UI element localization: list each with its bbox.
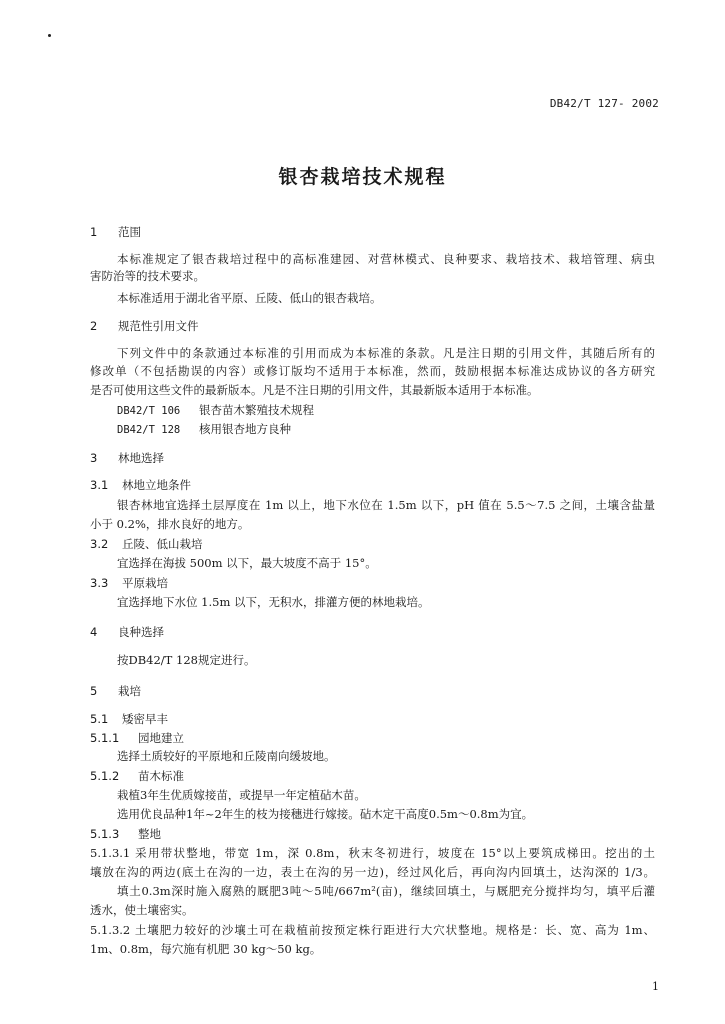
section-4-heading: 4 良种选择	[90, 625, 164, 639]
s1-para2: 本标准适用于湖北省平原、丘陵、低山的银杏栽培。	[117, 291, 382, 305]
section-2-heading: 2 规范性引用文件	[90, 319, 199, 333]
s5-1-2-line2: 选用优良品种1年~2年生的枝为接穗进行嫁接。砧木定干高度0.5m～0.8m为宜。	[117, 807, 534, 821]
s3-3-line1: 宜选择地下水位 1.5m 以下，无积水，排灌方便的林地栽培。	[117, 595, 430, 609]
section-3-2-heading: 3.2 丘陵、低山栽培	[90, 537, 203, 551]
section-3-heading: 3 林地选择	[90, 451, 164, 465]
document-title: 银杏栽培技术规程	[278, 166, 447, 188]
section-1-heading: 1 范围	[90, 225, 141, 239]
section-3-3-heading: 3.3 平原栽培	[90, 576, 168, 590]
s1-para1-line2: 害防治等的技术要求。	[90, 269, 205, 283]
section-5-1-3-heading: 5.1.3 整地	[90, 827, 161, 841]
s5-1-2-line1: 栽植3年生优质嫁接苗，或提早一年定植砧木苗。	[117, 788, 366, 802]
section-5-heading: 5 栽培	[90, 684, 141, 698]
s5-1-3-1-line1: 5.1.3.1 采用带状整地，带宽 1m，深 0.8m，秋末冬初进行，坡度在 15°以上要筑成梯田。挖出的土	[90, 846, 655, 860]
s2-para-line1: 下列文件中的条款通过本标准的引用而成为本标准的条款。凡是注日期的引用文件，其随后所有的	[117, 346, 655, 360]
s3-2-line1: 宜选择在海拔 500m 以下，最大坡度不高于 15°。	[117, 556, 377, 570]
s2-para-line3: 是否可使用这些文件的最新版本。凡是不注日期的引用文件，其最新版本适用于本标准。	[90, 383, 539, 397]
s5-1-3-1-line4: 透水，使土壤密实。	[90, 903, 194, 917]
section-5-1-2-heading: 5.1.2 苗木标准	[90, 769, 184, 783]
s4-line1: 按DB42/T 128规定进行。	[117, 653, 256, 667]
reference-1: DB42/T 106 银杏苗木繁殖技术规程	[117, 403, 314, 417]
section-5-1-1-heading: 5.1.1 园地建立	[90, 731, 184, 745]
standard-number: DB42/T 127- 2002	[549, 97, 659, 110]
s3-1-line1: 银杏林地宜选择土层厚度在 1m 以上，地下水位在 1.5m 以下，pH 值在 5.5～7.5 之间，土壤含盐量	[117, 498, 655, 512]
section-3-1-heading: 3.1 林地立地条件	[90, 478, 191, 492]
scan-mark	[48, 34, 51, 37]
s5-1-3-2-line2: 1m、0.8m，每穴施有机肥 30 kg～50 kg。	[90, 942, 322, 956]
section-5-1-heading: 5.1 矮密早丰	[90, 712, 168, 726]
s3-1-line2: 小于 0.2%，排水良好的地方。	[90, 517, 250, 531]
s5-1-3-1-line2: 壤放在沟的两边(底土在沟的一边，表土在沟的另一边)，经过风化后，再向沟内回填土，达沟深的 1/3。	[90, 865, 655, 879]
s5-1-1-line1: 选择土质较好的平原地和丘陵南向缓坡地。	[117, 749, 336, 763]
page-number: 1	[652, 980, 659, 993]
s5-1-3-1-line3: 填土0.3m深时施入腐熟的厩肥3吨～5吨/667m²(亩)，继续回填土，与厩肥充分搅拌均匀，填平后灌	[117, 884, 655, 898]
s1-para1-line1: 本标准规定了银杏栽培过程中的高标准建园、对营林模式、良种要求、栽培技术、栽培管理、病虫	[117, 252, 655, 266]
s5-1-3-2-line1: 5.1.3.2 土壤肥力较好的沙壤土可在栽植前按预定株行距进行大穴状整地。规格是：长、宽、高为 1m、	[90, 923, 655, 937]
reference-2: DB42/T 128 核用银杏地方良种	[117, 422, 291, 436]
s2-para-line2: 修改单（不包括勘误的内容）或修订版均不适用于本标准，然而，鼓励根据本标准达成协议的各方研究	[90, 364, 655, 378]
